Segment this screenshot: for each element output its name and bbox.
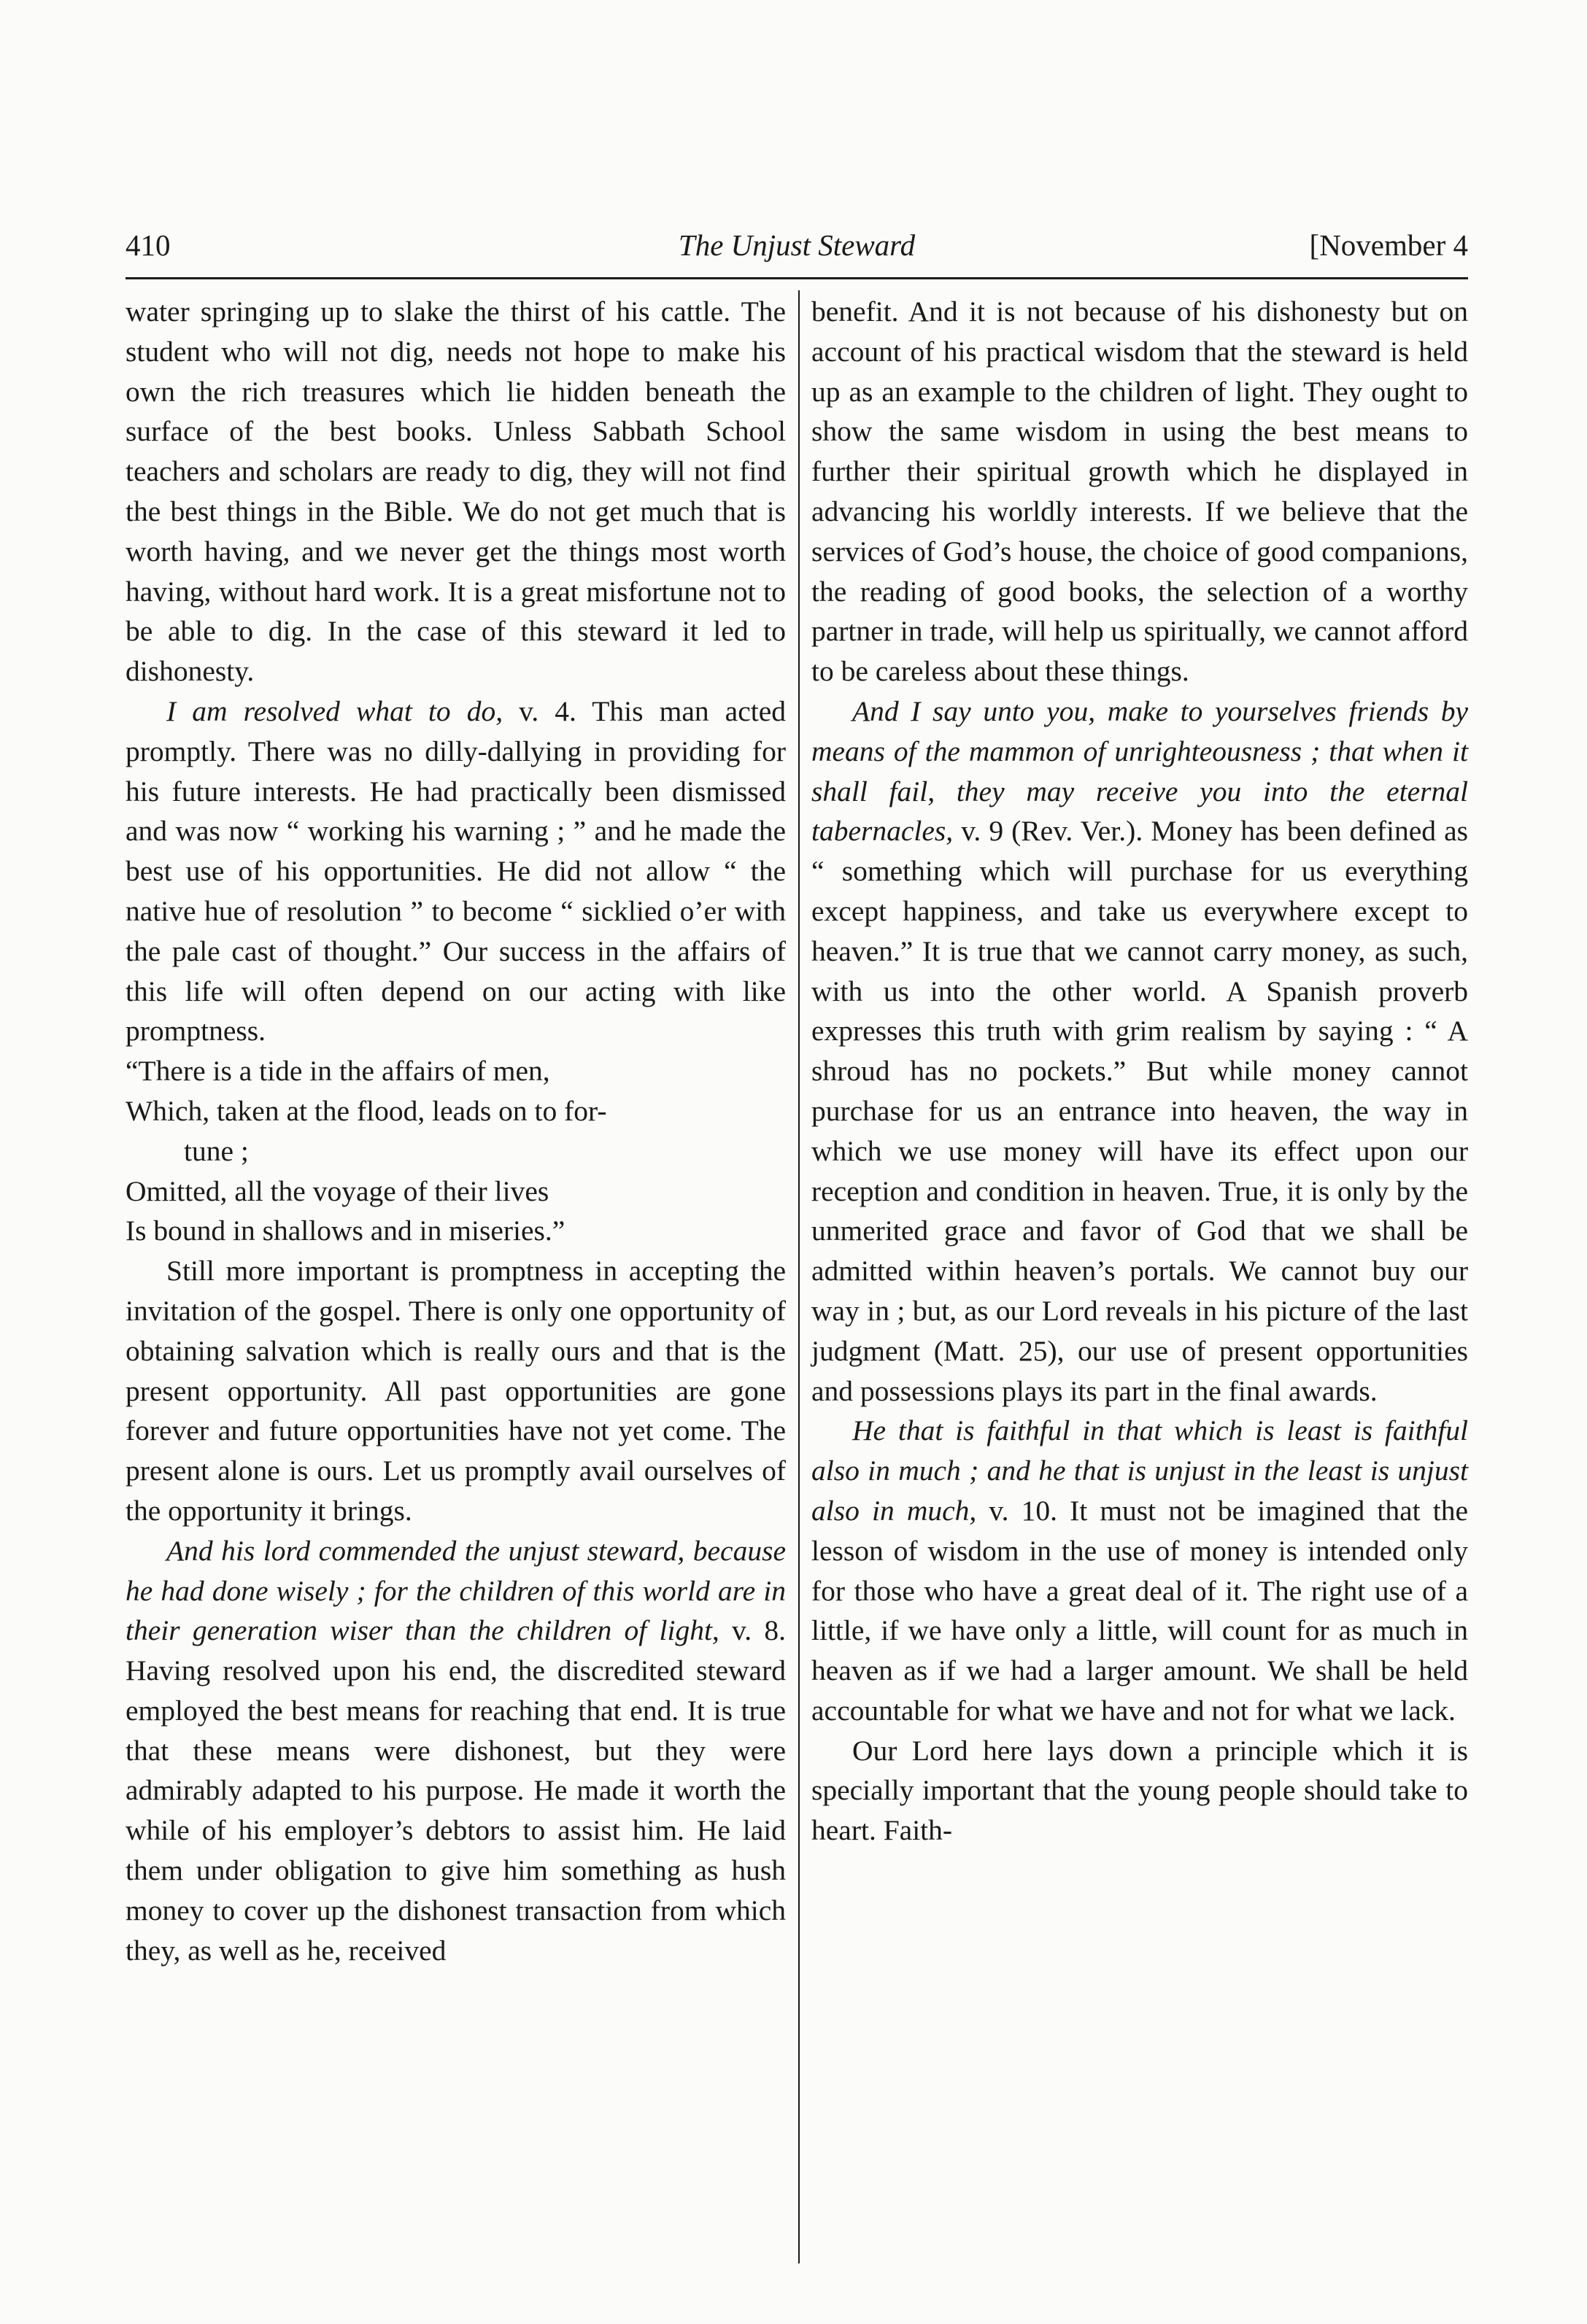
verse-reference: And I say unto you, make to yourselves friends by means of the mammon of unrighteousness ; that when it shall fail, they may receive you into the eternal tabernacles, <box>811 694 1468 848</box>
right-column <box>811 292 1468 1851</box>
paragraph: benefit. And it is not because of his dishonesty but on account of his practical wisdom that the steward is held up as an example to the children of light. They ought to show the same wisdom in using the best means to further their spiritual growth which he displayed in advancing his worldly interests. If we believe that the services of God’s house, the choice of good companions, the reading of good books, the selection of a worthy partner in trade, will help us spiritually, we cannot afford to be careless about these things. <box>811 295 1468 688</box>
paragraph <box>126 692 786 1051</box>
verse-reference: And his lord commended the unjust steward, because he had done wisely ; for the children of this world are in their generation wiser than the children of light, <box>126 1534 786 1647</box>
verse-line: Is bound in shallows and in miseries.” <box>126 1215 565 1247</box>
verse-line: Which, taken at the flood, leads on to for- <box>126 1094 607 1127</box>
paragraph: water springing up to slake the thirst of his cattle. The student who will not dig, needs not hope to make his own the rich treasures which lie hidden beneath the surface of the best books. Unless Sabbath School teachers and scholars are ready to dig, they will not find the best things in the Bible. We do not get much that is worth having, and we never get the things most worth having, without hard work. It is a great misfortune not to be able to dig. In the case of this steward it led to dishonesty. <box>126 295 786 688</box>
running-title: The Unjust Steward <box>678 228 916 262</box>
paragraph-text: v. 8. Having resolved upon his end, the discredited steward employed the best means for reaching that end. It is true that these means were dishonest, but they were admirably adapted to his purpose. He made it worth the while of his employer’s debtors to assist him. He laid them under obligation to give him something as hush money to cover up the dishonest transaction from which they, as well as he, received <box>126 1614 786 1967</box>
verse-line: tune ; <box>184 1134 249 1167</box>
paragraph <box>811 1411 1468 1730</box>
verse-line: Omitted, all the voyage of their lives <box>126 1174 549 1207</box>
verse-reference: He that is faithful in that which is least is faithful also in much ; and he that is unjust in the least is unjust also in much, <box>811 1414 1468 1527</box>
verse-line: “There is a tide in the affairs of men, <box>126 1055 550 1088</box>
paragraph: Our Lord here lays down a principle which it is specially important that the young people should take to heart. Faith- <box>811 1734 1468 1847</box>
header-rule <box>126 277 1468 279</box>
column-divider <box>798 290 800 2263</box>
paragraph-text: v. 10. It must not be imagined that the lesson of wisdom in the use of money is intended only for those who have a great deal of it. The right use of a little, if we have only a little, will count for as much in heaven as if we had a larger amount. We shall be held accountable for what we have and not for what we lack. <box>811 1494 1468 1727</box>
page-number: 410 <box>126 228 171 262</box>
paragraph-text: v. 9 (Rev. Ver.). Money has been defined as “ something which will purchase for us everything except happiness, and take us everywhere except to heaven.” It is true that we cannot carry money, as such, with us into the other world. A Spanish proverb expresses this truth with grim realism by saying : “ A shroud has no pockets.” But while money cannot purchase for us an entrance into heaven, the way in which we use money will have its effect upon our reception and condition in heaven. True, it is only by the unmerited grace and favor of God that we shall be admitted within heaven’s portals. We cannot buy our way in ; but, as our Lord reveals in his picture of the last judgment (Matt. 25), our use of present opportunities and possessions plays its part in the final awards. <box>811 815 1468 1407</box>
header-date: [November 4 <box>1309 228 1468 262</box>
verse-reference: I am resolved what to do, <box>166 694 503 727</box>
paragraph <box>811 692 1468 1411</box>
quoted-verse <box>126 1051 786 1251</box>
paragraph <box>126 1531 786 1971</box>
paragraph-text: v. 4. This man acted promptly. There was no dilly-dallying in providing for his future interests. He had practically been dismissed and was now “ working his warning ; ” and he made the best use of his opportunities. He did not allow “ the native hue of resolution ” to become “ sicklied o’er with the pale cast of thought.” Our success in the affairs of this life will often depend on our acting with like promptness. <box>126 694 786 1047</box>
left-column <box>126 292 786 1970</box>
page-header <box>126 219 1468 270</box>
paragraph: Still more important is promptness in accepting the invitation of the gospel. There is only one opportunity of obtaining salvation which is really ours and that is the present opportunity. All past opportunities are gone forever and future opportunities have not yet come. The present alone is ours. Let us promptly avail ourselves of the opportunity it brings. <box>126 1255 786 1527</box>
